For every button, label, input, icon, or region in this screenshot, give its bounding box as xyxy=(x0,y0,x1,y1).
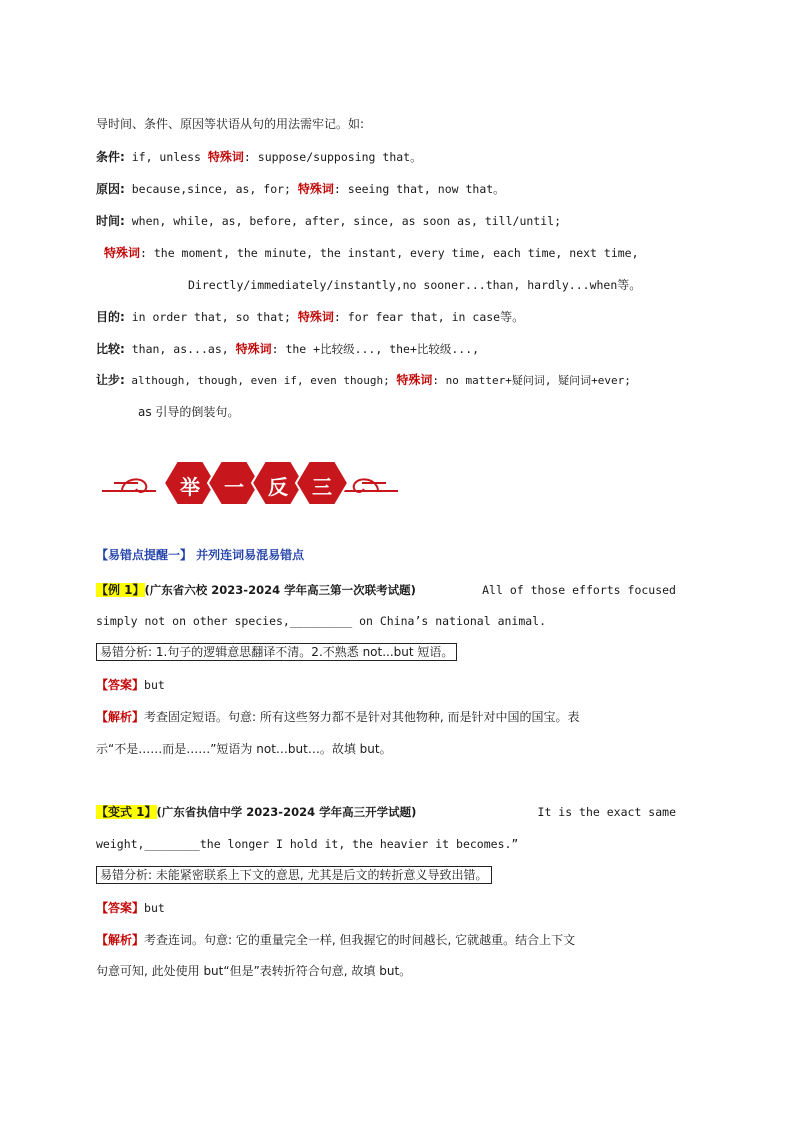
special-word-tag: 特殊词 xyxy=(207,150,244,164)
variant1-header: 【变式 1】(广东省执信中学 2023-2024 学年高三开学试题) It is the exact same xyxy=(96,805,676,819)
variant1-explain: 【解析】考查连词。句意: 它的重量完全一样, 但我握它的时间越长, 它就越重。结合上下文 xyxy=(96,933,576,947)
rule-label: 让步: xyxy=(96,373,125,387)
rule-concession-cont: as 引导的倒装句。 xyxy=(138,405,240,419)
banner-char: 一 xyxy=(224,475,244,499)
example1-header: 【例 1】(广东省六校 2023-2024 学年高三第一次联考试题) All of those efforts focused xyxy=(96,583,676,597)
example1-analysis: 易错分析: 1.句子的逻辑意思翻译不清。2.不熟悉 not...but 短语。 xyxy=(96,644,457,660)
example1-explain-cont: 示“不是……而是……”短语为 not…but…。故填 but。 xyxy=(96,742,392,756)
special-word-tag: 特殊词 xyxy=(104,246,141,260)
example-source: (广东省六校 2023-2024 学年高三第一次联考试题) xyxy=(144,583,416,597)
section-title: 【易错点提醒一】 并列连词易混易错点 xyxy=(96,548,305,562)
rule-time-special: 特殊词: the moment, the minute, the instant, every time, each time, next time, xyxy=(104,246,639,260)
rule-label: 原因: xyxy=(96,182,125,196)
special-word-tag: 特殊词 xyxy=(297,310,334,324)
variant-tag: 【变式 1】 xyxy=(96,805,157,819)
rule-label: 比较: xyxy=(96,342,125,356)
variant1-question: weight,________the longer I hold it, the heavier it becomes.” xyxy=(96,837,519,851)
special-word-tag: 特殊词 xyxy=(396,373,433,387)
rule-concession: 让步: although, though, even if, even though; 特殊词: no matter+疑问词, 疑问词+ever; xyxy=(96,373,631,387)
rules-intro: 导时间、条件、原因等状语从句的用法需牢记。如: xyxy=(96,117,365,131)
example1-answer: 【答案】but xyxy=(96,678,165,692)
example1-explain: 【解析】考查固定短语。句意: 所有这些努力都不是针对其他物种, 而是针对中国的国宝。表 xyxy=(96,710,580,724)
rule-reason: 原因: because,since, as, for; 特殊词: seeing that, now that。 xyxy=(96,182,505,196)
banner-char: 反 xyxy=(268,475,288,499)
variant1-analysis: 易错分析: 未能紧密联系上下文的意思, 尤其是后文的转折意义导致出错。 xyxy=(96,867,492,883)
example-tag: 【例 1】 xyxy=(96,583,145,597)
banner-char: 举 xyxy=(180,475,200,499)
rule-label: 条件: xyxy=(96,150,125,164)
variant1-answer: 【答案】but xyxy=(96,901,165,915)
example1-question: simply not on other species,_________ on China’s national animal. xyxy=(96,614,547,628)
rule-label: 目的: xyxy=(96,310,125,324)
variant1-explain-cont: 句意可知, 此处使用 but“但是”表转折符合句意, 故填 but。 xyxy=(96,964,412,978)
rule-time: 时间: when, while, as, before, after, since, as soon as, till/until; xyxy=(96,214,561,228)
banner-char: 三 xyxy=(312,475,332,499)
special-word-tag: 特殊词 xyxy=(297,182,334,196)
rule-condition: 条件: if, unless 特殊词: suppose/supposing that。 xyxy=(96,150,422,164)
rule-time-special-cont: Directly/immediately/instantly,no sooner...than, hardly...when等。 xyxy=(188,278,642,292)
rule-purpose: 目的: in order that, so that; 特殊词: for fear that, in case等。 xyxy=(96,310,525,324)
special-word-tag: 特殊词 xyxy=(235,342,272,356)
variant-source: (广东省执信中学 2023-2024 学年高三开学试题) xyxy=(156,805,417,819)
rule-comparison: 比较: than, as...as, 特殊词: the +比较级..., the+比较级..., xyxy=(96,342,480,356)
section-banner xyxy=(100,455,400,511)
rule-label: 时间: xyxy=(96,214,125,228)
